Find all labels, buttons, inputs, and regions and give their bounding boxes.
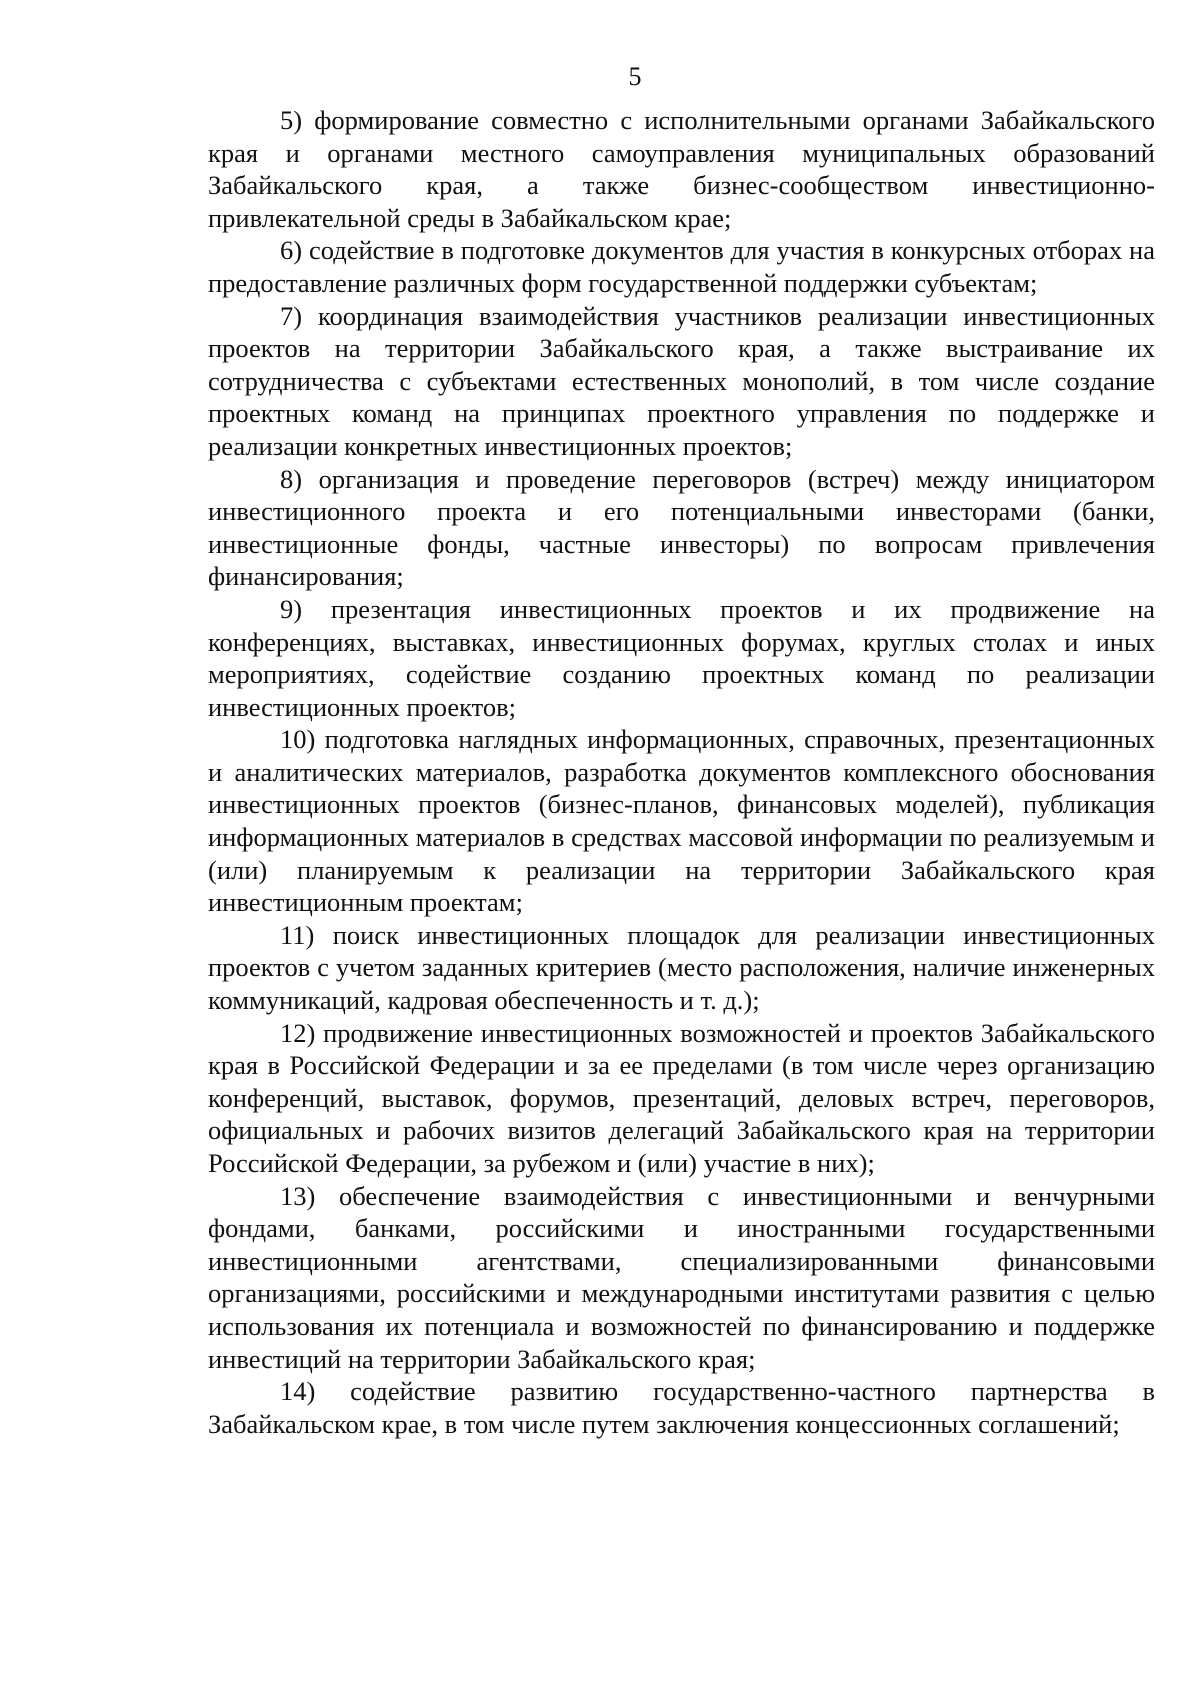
list-item-10: 10) подготовка наглядных информационных, справочных, презентационных и аналитических материалов, разработка документов комплексного обоснования инвестиционных проектов (бизнес-планов, финансовых моделей), публикация информационных материалов в средствах массовой информации по реализуемым и (или) планируемым к реализации на территории Забайкальского края инвестиционным проектам; xyxy=(208,724,1155,918)
list-item-11: 11) поиск инвестиционных площадок для реализации инвестиционных проектов с учетом заданных критериев (место расположения, наличие инженерных коммуникаций, кадровая обеспеченность и т. д.); xyxy=(208,919,1155,1016)
list-item-12: 12) продвижение инвестиционных возможностей и проектов Забайкальского края в Российской Федерации и за ее пределами (в том числе через организацию конференций, выставок, форумов, презентаций, деловых встреч, переговоров, официальных и рабочих визитов делегаций Забайкальского края на территории Российской Федерации, за рубежом и (или) участие в них); xyxy=(208,1017,1155,1178)
list-item-8: 8) организация и проведение переговоров (встреч) между инициатором инвестиционного проекта и его потенциальными инвесторами (банки, инвестиционные фонды, частные инвесторы) по вопросам привлечения финансирования; xyxy=(208,463,1155,592)
list-item-9: 9) презентация инвестиционных проектов и их продвижение на конференциях, выставках, инвестиционных форумах, круглых столах и иных мероприятиях, содействие созданию проектных команд по реализации инвестиционных проектов; xyxy=(208,593,1155,722)
document-body xyxy=(208,104,1155,1440)
page-number: 5 xyxy=(628,62,642,91)
list-item-7: 7) координация взаимодействия участников реализации инвестиционных проектов на территории Забайкальского края, а также выстраивание их сотрудничества с субъектами естественных монополий, в том числе создание проектных команд на принципах проектного управления по поддержке и реализации конкретных инвестиционных проектов; xyxy=(208,300,1155,461)
list-item-13: 13) обеспечение взаимодействия с инвестиционными и венчурными фондами, банками, российскими и иностранными государственными инвестиционными агентствами, специализированными финансовыми организациями, российскими и международными институтами развития с целью использования их потенциала и возможностей по финансированию и поддержке инвестиций на территории Забайкальского края; xyxy=(208,1180,1155,1374)
list-item-6: 6) содействие в подготовке документов для участия в конкурсных отборах на предоставление различных форм государственной поддержки субъектам; xyxy=(208,235,1155,298)
list-item-5: 5) формирование совместно с исполнительными органами Забайкальского края и органами местного самоуправления муниципальных образований Забайкальского края, а также бизнес-сообществом инвестиционно-привлекательной среды в Забайкальском крае; xyxy=(208,105,1155,233)
list-item-14: 14) содействие развитию государственно-частного партнерства в Забайкальском крае, в том числе путем заключения концессионных соглашений; xyxy=(208,1376,1155,1439)
